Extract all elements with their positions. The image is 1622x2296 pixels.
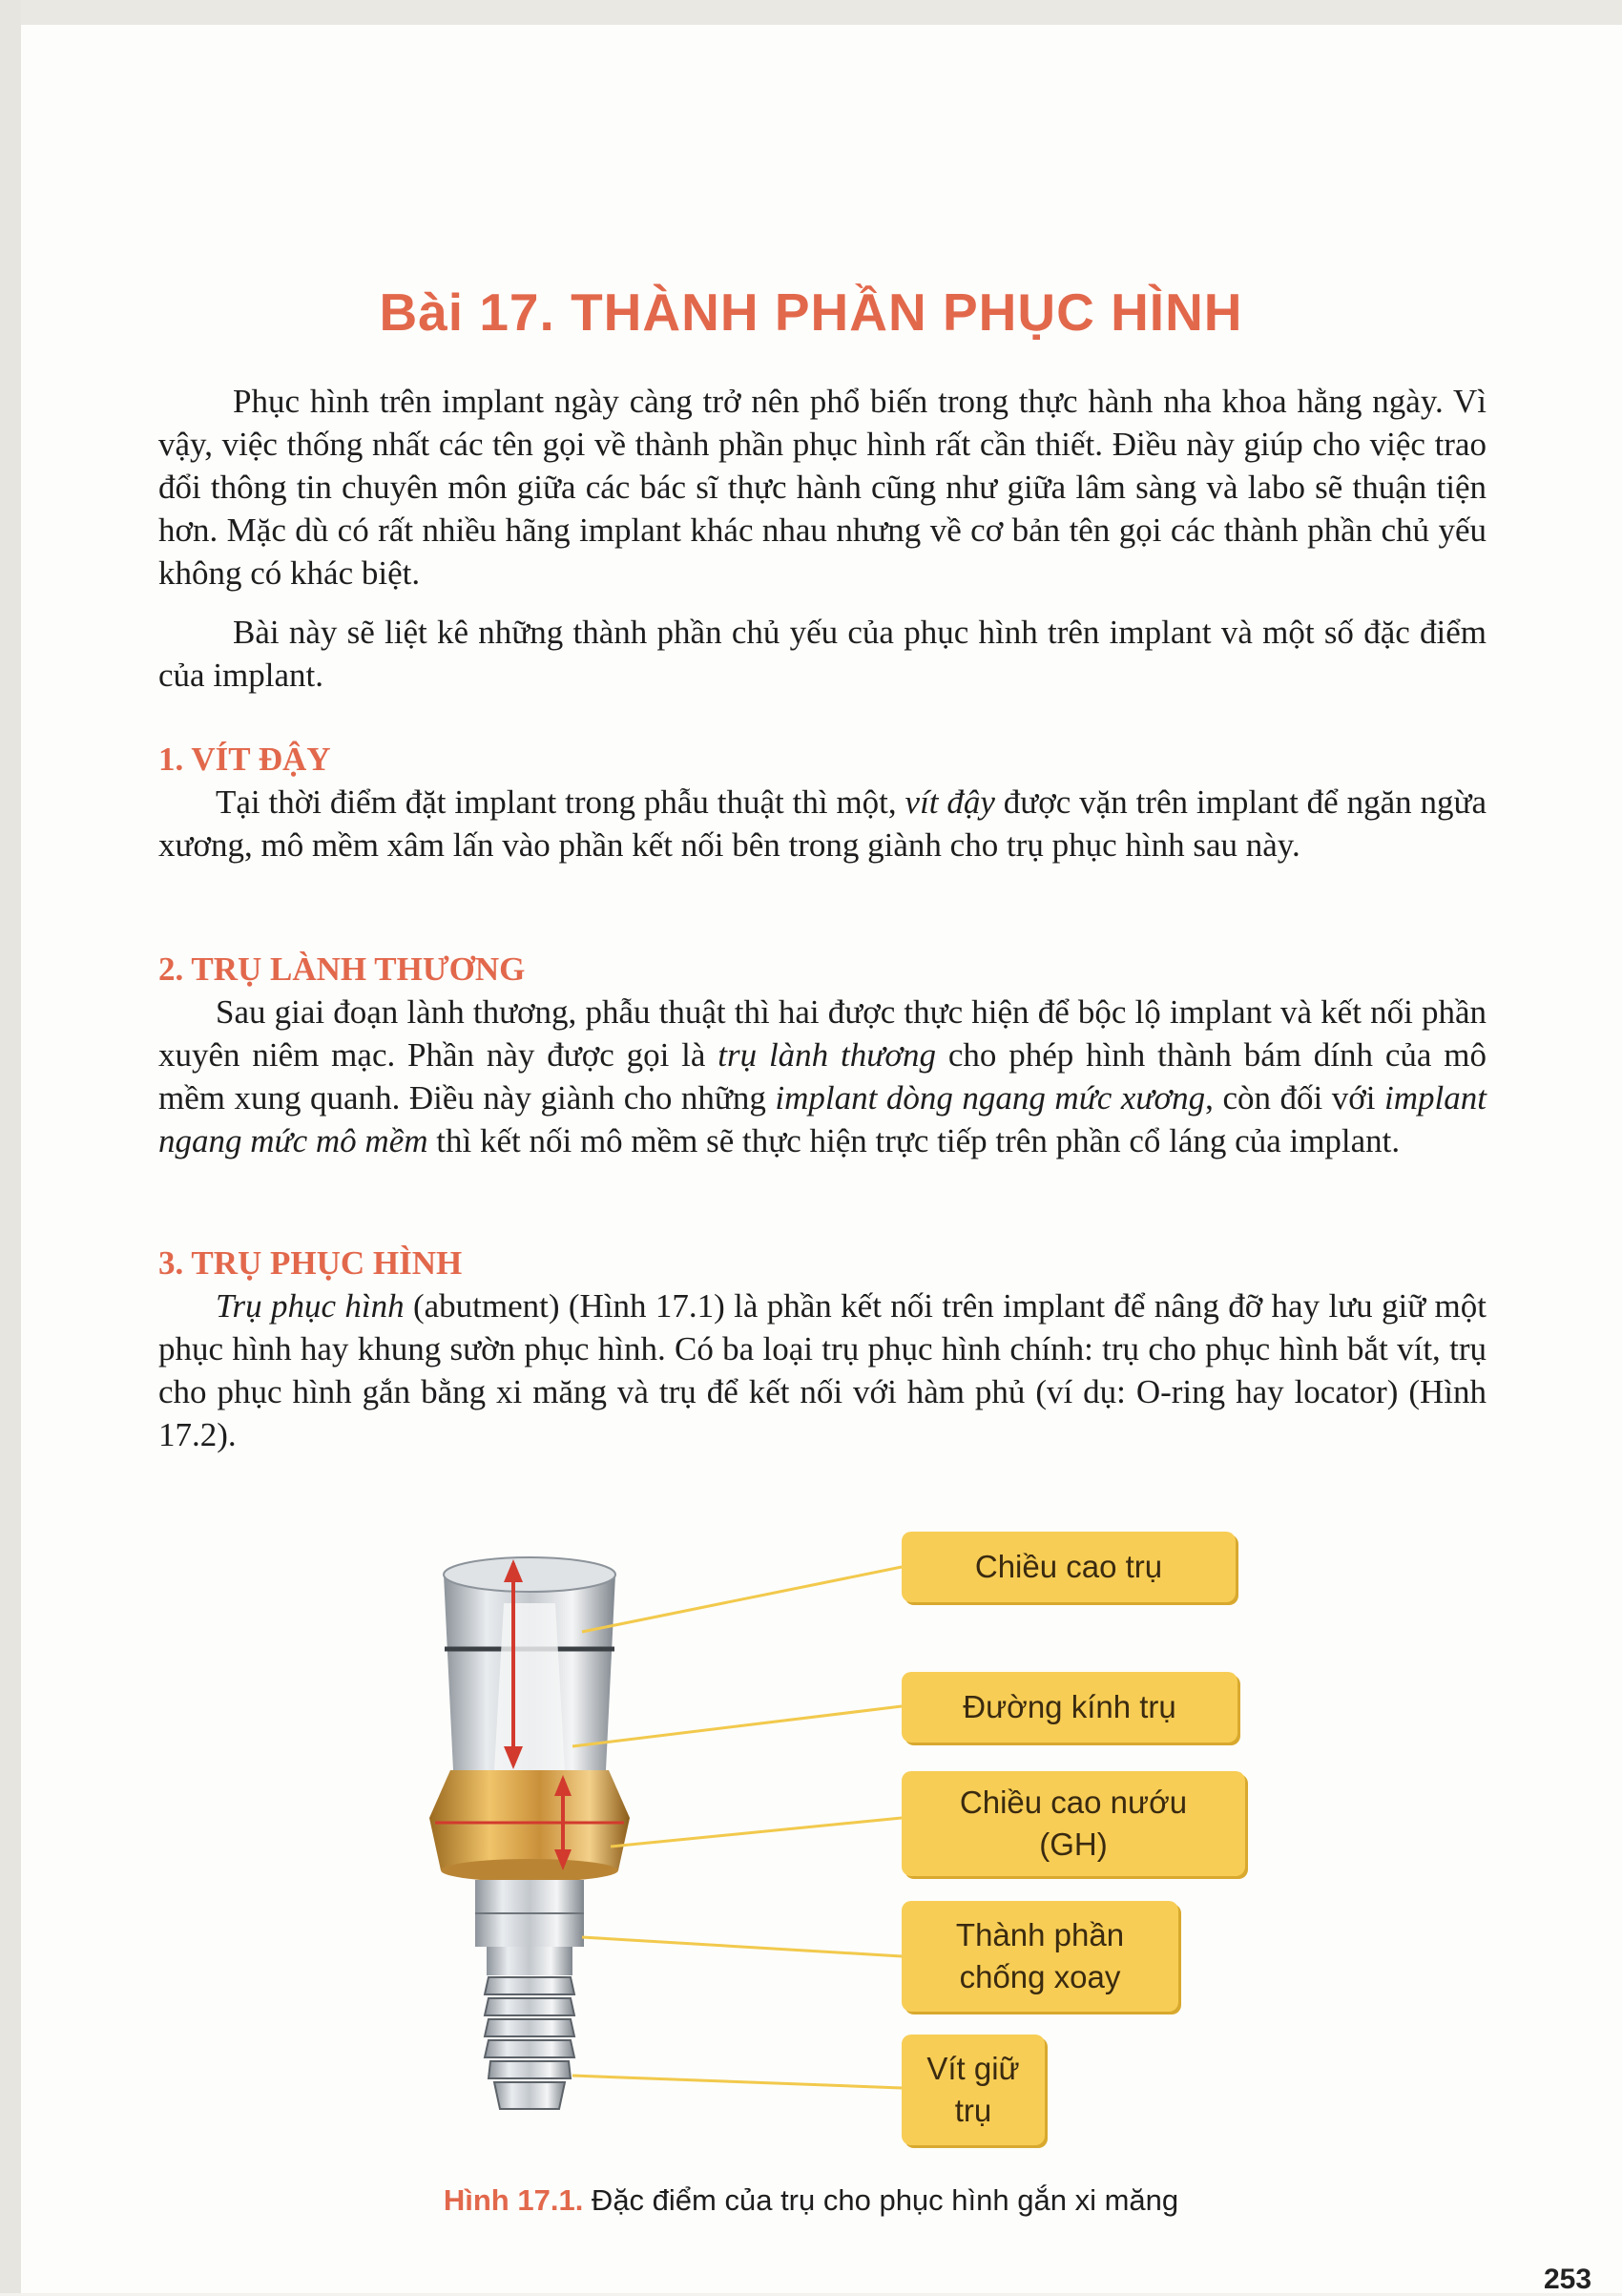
text-run: Sau giai đoạn lành thương, phẫu thuật thì hai được thực hiện để bộc lộ implant và kết nối phần xuyên niêm mạc. Phần này được gọi là [158,993,1487,1074]
intro-paragraph-1 [158,380,1487,595]
term-implant-dong-ngang-muc-xuong: implant dòng ngang mức xương [775,1079,1206,1117]
figure-caption [0,2183,1622,2218]
intro-text-1: Phục hình trên implant ngày càng trở nên phổ biến trong thực hành nha khoa hằng ngày. Vì vậy, việc thống nhất các tên gọi về thành phần phục hình rất cần thiết. Điều này giúp cho việc trao đổi thông tin chuyên môn giữa các bác sĩ thực hành cũng như giữa lâm sàng và labo sẽ thuận tiện hơn. Mặc dù có rất nhiều hãng implant khác nhau nhưng về cơ bản tên gọi các thành phần chủ yếu không có khác biệt. [158,383,1487,592]
label-text: Vít giữ [926,2051,1020,2086]
term-tru-lanh-thuong: trụ lành thương [717,1036,936,1074]
text-run: , còn đối với [1205,1079,1385,1117]
leader-vit-giu-tru [572,2076,902,2088]
intro-paragraph-2 [158,611,1487,697]
leader-chieu-cao-tru [582,1567,902,1632]
text-run: (abutment) (Hình 17.1) là phần kết nối trên implant để nâng đỡ hay lưu giữ một phục hình hay khung sườn phục hình. Có ba loại trụ phục hình chính: trụ cho phục hình bắt vít, trụ cho phục hình gắn bằng xi măng và trụ để kết nối với hàm phủ (ví dụ: O-ring hay locator) (Hình 17.2). [158,1287,1487,1453]
term-vit-day: vít đậy [905,783,995,821]
label-thanh-phan-chong-xoay [902,1901,1178,2012]
leader-chieu-cao-nuou [611,1818,902,1847]
page-title: Bài 17. THÀNH PHẦN PHỤC HÌNH [379,282,1243,342]
intro-text-2: Bài này sẽ liệt kê những thành phần chủ yếu của phục hình trên implant và một số đặc điểm của implant. [158,614,1487,694]
label-text: trụ [954,2093,992,2128]
leader-thanh-phan-chong-xoay [582,1937,902,1956]
caption-label: Hình 17.1. [443,2183,584,2217]
label-duong-kinh-tru [902,1672,1237,1743]
label-text: Đường kính trụ [963,1689,1176,1724]
label-text: Chiều cao nướu [959,1785,1188,1820]
label-text: (GH) [1039,1826,1108,1862]
text-run: cho phép hình thành bám dính của mô mềm xung quanh. Điều này giành cho những [158,1036,1487,1117]
page-number: 253 [1544,2264,1592,2295]
section-paragraph-vit-day [158,781,1487,866]
term-tru-phuc-hinh: Trụ phục hình [216,1287,405,1325]
label-chieu-cao-tru [902,1532,1236,1602]
text-run: thì kết nối mô mềm sẽ thực hiện trực tiếp trên phần cổ láng của implant. [427,1122,1401,1159]
section-paragraph-tru-lanh-thuong [158,991,1487,1162]
section-heading-vit-day: 1. VÍT ĐẬY [158,741,331,778]
leader-duong-kinh-tru [572,1706,902,1746]
label-text: Chiều cao trụ [974,1549,1163,1584]
caption-text: Đặc điểm của trụ cho phục hình gắn xi măng [583,2183,1179,2217]
term-implant-ngang-muc-mo-mem: implant ngang mức mô mềm [158,1079,1487,1159]
label-vit-giu-tru [902,2035,1045,2145]
section-heading-tru-lanh-thuong: 2. TRỤ LÀNH THƯƠNG [158,950,526,988]
figure-17-1 [0,1508,1622,2176]
section-heading-tru-phuc-hinh: 3. TRỤ PHỤC HÌNH [158,1244,463,1282]
text-run: được vặn trên implant để ngăn ngừa xương, mô mềm xâm lấn vào phần kết nối bên trong giành cho trụ phục hình sau này. [158,783,1487,864]
label-text: Thành phần [955,1917,1125,1952]
section-paragraph-tru-phuc-hinh [158,1284,1487,1456]
text-run: Tại thời điểm đặt implant trong phẫu thuật thì một, [216,783,905,821]
label-text: chống xoay [959,1959,1121,1994]
label-chieu-cao-nuou [902,1771,1245,1876]
leader-lines [0,1508,1622,2176]
